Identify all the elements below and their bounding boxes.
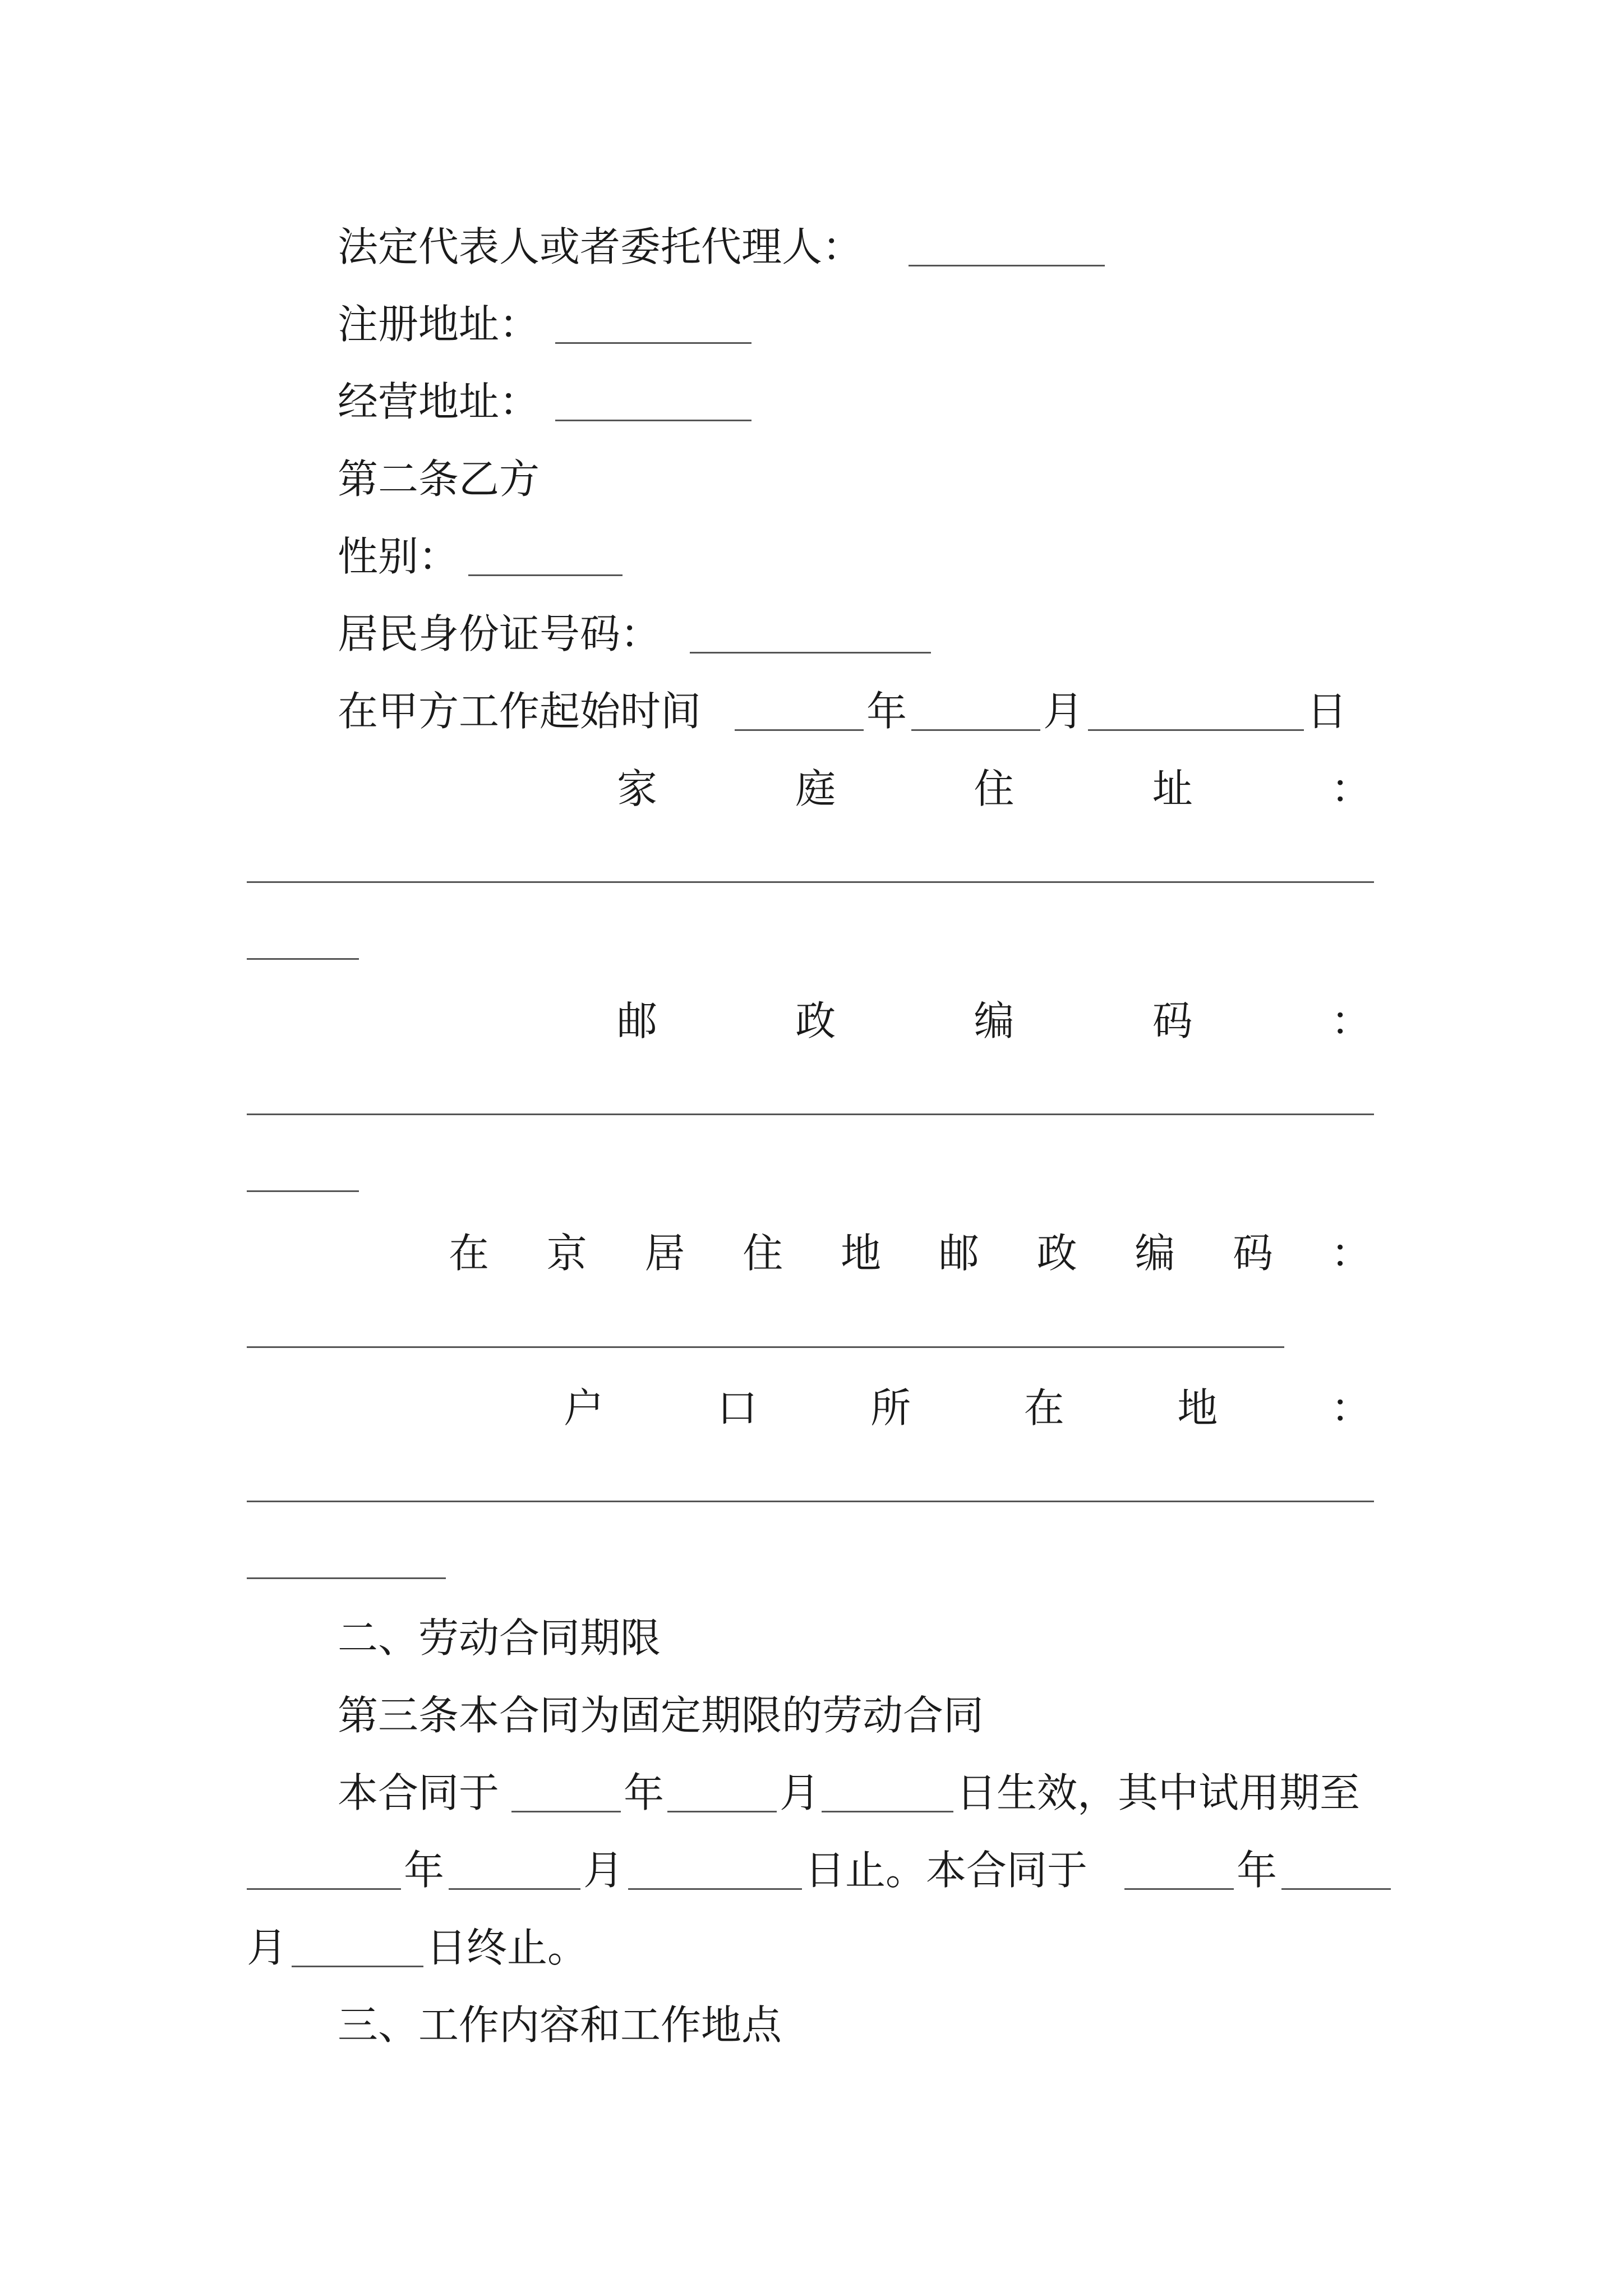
beijing-postal-char: 居: [644, 1230, 685, 1277]
home-address-char: 家: [617, 765, 658, 812]
gender-line: [0, 523, 1623, 590]
id-number-blank[interactable]: [690, 652, 931, 654]
start-date-line: [0, 678, 1623, 745]
trial-end-text: 日止。本合同于: [805, 1847, 1088, 1894]
beijing-postal-char: 编: [1135, 1230, 1175, 1277]
section-two-heading: 二、劳动合同期限: [338, 1614, 661, 1662]
terminate-month-unit: 月: [247, 1924, 288, 1971]
postal-code-char: 码: [1152, 997, 1193, 1045]
postal-code-char: ：: [1330, 997, 1371, 1045]
effective-suffix: 日生效，其中试用期至: [956, 1769, 1361, 1816]
postal-code-char: 邮: [617, 997, 658, 1045]
beijing-postal-char: 政: [1036, 1230, 1077, 1277]
start-year-unit: 年: [866, 688, 907, 735]
beijing-postal-char: 在: [449, 1230, 490, 1277]
postal-code-blank-1[interactable]: [247, 1114, 1374, 1115]
id-number-label: 居民身份证号码：: [338, 610, 661, 657]
trial-day-blank[interactable]: [628, 1888, 802, 1890]
beijing-postal-char: ：: [1330, 1230, 1371, 1277]
terminate-year-unit: 年: [1237, 1847, 1278, 1894]
legal-representative-label: 法定代表人或者委托代理人：: [338, 223, 863, 270]
gender-blank[interactable]: [468, 574, 623, 576]
hukou-location-blank-1[interactable]: [247, 1501, 1374, 1502]
article-two-heading: 第二条乙方: [338, 455, 540, 503]
terminate-month-blank[interactable]: [1281, 1888, 1391, 1890]
id-number-line: [0, 600, 1623, 668]
gender-label: 性别：: [338, 533, 459, 580]
home-address-char: 庭: [795, 765, 836, 812]
trial-year-blank[interactable]: [247, 1888, 401, 1890]
terminate-text: 日终止。: [426, 1924, 588, 1971]
postal-code-label: [617, 987, 1371, 1055]
home-address-char: 住: [974, 765, 1015, 812]
beijing-postal-code-line: [0, 1220, 1623, 1287]
effective-day-blank[interactable]: [822, 1811, 953, 1812]
beijing-postal-char: 码: [1233, 1230, 1274, 1277]
registered-address-blank[interactable]: [555, 342, 751, 344]
section-three-heading: 三、工作内容和工作地点: [338, 2001, 782, 2049]
legal-representative-line: [0, 213, 1623, 280]
hukou-char: 所: [870, 1384, 911, 1432]
terminate-year-blank[interactable]: [1124, 1888, 1234, 1890]
start-date-label: 在甲方工作起始时间: [338, 688, 702, 735]
effective-month-blank[interactable]: [667, 1811, 777, 1812]
trial-month-blank[interactable]: [449, 1888, 580, 1890]
contract-effective-prefix: 本合同于: [338, 1769, 500, 1816]
home-address-char: ：: [1330, 765, 1371, 812]
beijing-postal-char: 住: [743, 1230, 783, 1277]
home-address-blank-1[interactable]: [247, 881, 1374, 883]
hukou-location-line: [0, 1374, 1623, 1442]
article-three-text: 第三条本合同为固定期限的劳动合同: [338, 1692, 984, 1739]
hukou-location-label: [564, 1374, 1371, 1442]
effective-month-unit: 月: [780, 1769, 820, 1816]
article-three-line: [0, 1682, 1623, 1749]
postal-code-blank-2[interactable]: [247, 1190, 359, 1192]
registered-address-line: [0, 291, 1623, 358]
postal-code-char: 编: [974, 997, 1015, 1045]
postal-code-char: 政: [795, 997, 836, 1045]
beijing-postal-char: 京: [546, 1230, 587, 1277]
article-two-line: [0, 445, 1623, 513]
trial-end-line: [0, 1837, 1623, 1904]
beijing-postal-char: 邮: [938, 1230, 979, 1277]
postal-code-line: [0, 987, 1623, 1055]
beijing-postal-char: 地: [841, 1230, 882, 1277]
effective-year-unit: 年: [624, 1769, 665, 1816]
section-three-line: [0, 1991, 1623, 2059]
beijing-postal-code-blank[interactable]: [247, 1346, 1284, 1348]
section-two-line: [0, 1604, 1623, 1672]
business-address-line: [0, 368, 1623, 435]
start-month-unit: 月: [1043, 688, 1084, 735]
trial-year-unit: 年: [404, 1847, 445, 1894]
home-address-line: [0, 755, 1623, 822]
hukou-char: ：: [1330, 1384, 1371, 1432]
contract-effective-line: [0, 1759, 1623, 1826]
business-address-blank[interactable]: [555, 420, 751, 421]
home-address-char: 址: [1152, 765, 1193, 812]
start-day-unit: 日: [1307, 688, 1348, 735]
home-address-label: [617, 755, 1371, 822]
business-address-label: 经营地址：: [338, 378, 540, 425]
hukou-char: 口: [717, 1384, 758, 1432]
registered-address-label: 注册地址：: [338, 301, 540, 348]
trial-month-unit: 月: [583, 1847, 624, 1894]
beijing-postal-code-label: [449, 1220, 1371, 1287]
legal-representative-blank[interactable]: [909, 265, 1105, 266]
effective-year-blank[interactable]: [511, 1811, 621, 1812]
start-year-blank[interactable]: [735, 729, 864, 731]
hukou-char: 地: [1177, 1384, 1218, 1432]
hukou-location-blank-2[interactable]: [247, 1577, 446, 1579]
terminate-line: [0, 1914, 1623, 1981]
hukou-char: 在: [1023, 1384, 1064, 1432]
hukou-char: 户: [564, 1384, 605, 1432]
start-day-blank[interactable]: [1088, 729, 1304, 731]
home-address-blank-2[interactable]: [247, 958, 359, 960]
terminate-day-blank[interactable]: [292, 1966, 423, 1967]
start-month-blank[interactable]: [911, 729, 1040, 731]
